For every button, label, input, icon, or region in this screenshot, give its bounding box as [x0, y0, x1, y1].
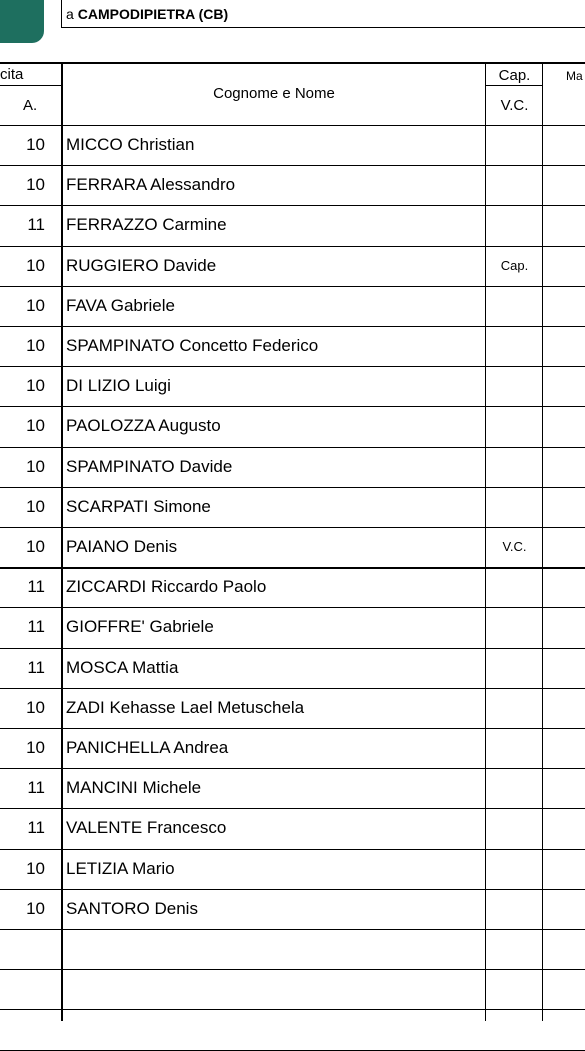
table-row	[0, 286, 585, 326]
birth-year-cell: 10	[26, 295, 45, 315]
table-row	[0, 969, 585, 1009]
birth-year-cell: 10	[26, 255, 45, 275]
birth-year-cell: 10	[26, 496, 45, 516]
table-row	[0, 849, 585, 889]
location-place: CAMPODIPIETRA (CB)	[77, 6, 229, 22]
table-row	[0, 366, 585, 406]
table-row	[0, 165, 585, 205]
birth-year-cell: 10	[26, 456, 45, 476]
table-row	[0, 688, 585, 728]
player-name-cell: ZADI Kehasse Lael Metuschela	[66, 697, 305, 717]
player-name-cell: SPAMPINATO Davide	[66, 456, 233, 476]
birth-year-cell: 11	[27, 818, 45, 838]
year-column-header: A.	[23, 97, 38, 114]
birth-year-cell: 10	[26, 898, 45, 918]
birth-year-cell: 10	[26, 537, 45, 556]
birth-year-cell: 11	[27, 657, 45, 677]
birth-year-cell: 10	[26, 376, 45, 396]
player-name-cell: PANICHELLA Andrea	[66, 738, 229, 757]
birth-year-cell: 11	[27, 778, 45, 798]
table-top-border	[0, 62, 585, 64]
table-row	[0, 447, 585, 487]
table-row	[0, 648, 585, 688]
player-name-cell: GIOFFRE' Gabriele	[66, 617, 214, 637]
player-name-cell: DI LIZIO Luigi	[66, 376, 171, 396]
player-name-cell: FERRARA Alessandro	[66, 175, 236, 195]
location-prefix: a	[66, 6, 74, 22]
player-name-cell: ZICCARDI Riccardo Paolo	[66, 577, 267, 597]
table-row	[0, 808, 585, 848]
player-name-cell: PAOLOZZA Augusto	[66, 416, 221, 436]
player-name-cell: MANCINI Michele	[66, 778, 202, 798]
player-name-cell: SCARPATI Simone	[66, 496, 211, 516]
table-row	[0, 205, 585, 245]
cap-subheader-line	[486, 85, 543, 86]
player-name-cell: MICCO Christian	[66, 135, 195, 154]
player-name-cell: RUGGIERO Davide	[66, 255, 217, 275]
table-row	[0, 406, 585, 446]
player-name-cell: LETIZIA Mario	[66, 858, 175, 878]
birth-group-header: cita	[0, 66, 24, 83]
table-row	[0, 125, 585, 165]
birth-year-cell: 10	[26, 697, 45, 717]
next-column-header: Ma	[566, 69, 583, 83]
player-name-cell: FERRAZZO Carmine	[66, 215, 227, 235]
birth-year-cell: 10	[26, 738, 45, 757]
table-row	[0, 1009, 585, 1049]
player-name-cell: PAIANO Denis	[66, 537, 178, 556]
captain-role-cell: Cap.	[500, 257, 529, 273]
player-name-cell: FAVA Gabriele	[66, 295, 175, 315]
player-name-cell: SPAMPINATO Concetto Federico	[66, 336, 319, 355]
player-name-cell: SANTORO Denis	[66, 898, 198, 918]
table-row	[0, 929, 585, 969]
table-row	[0, 487, 585, 527]
birth-year-cell: 10	[26, 858, 45, 878]
name-column-header: Cognome e Nome	[213, 85, 335, 102]
table-row	[0, 889, 585, 929]
birth-year-cell: 11	[27, 617, 45, 637]
captain-role-cell: V.C.	[502, 539, 527, 554]
birth-year-cell: 11	[27, 577, 45, 597]
table-row	[0, 768, 585, 808]
table-row	[0, 728, 585, 768]
vice-captain-column-header: V.C.	[500, 97, 529, 114]
player-name-cell: VALENTE Francesco	[66, 818, 227, 838]
player-name-cell: MOSCA Mattia	[66, 657, 179, 677]
table-row	[0, 567, 585, 607]
birth-year-cell: 10	[26, 336, 45, 355]
birth-subheader-line	[0, 85, 61, 86]
birth-year-cell: 10	[26, 416, 45, 436]
table-row	[0, 326, 585, 366]
table-row	[0, 527, 585, 567]
birth-year-cell: 10	[26, 135, 45, 154]
table-row	[0, 246, 585, 286]
birth-year-cell: 11	[27, 215, 45, 235]
captain-column-header: Cap.	[498, 67, 531, 84]
table-row	[0, 607, 585, 647]
row-divider	[0, 1050, 585, 1051]
birth-year-cell: 10	[26, 175, 45, 195]
